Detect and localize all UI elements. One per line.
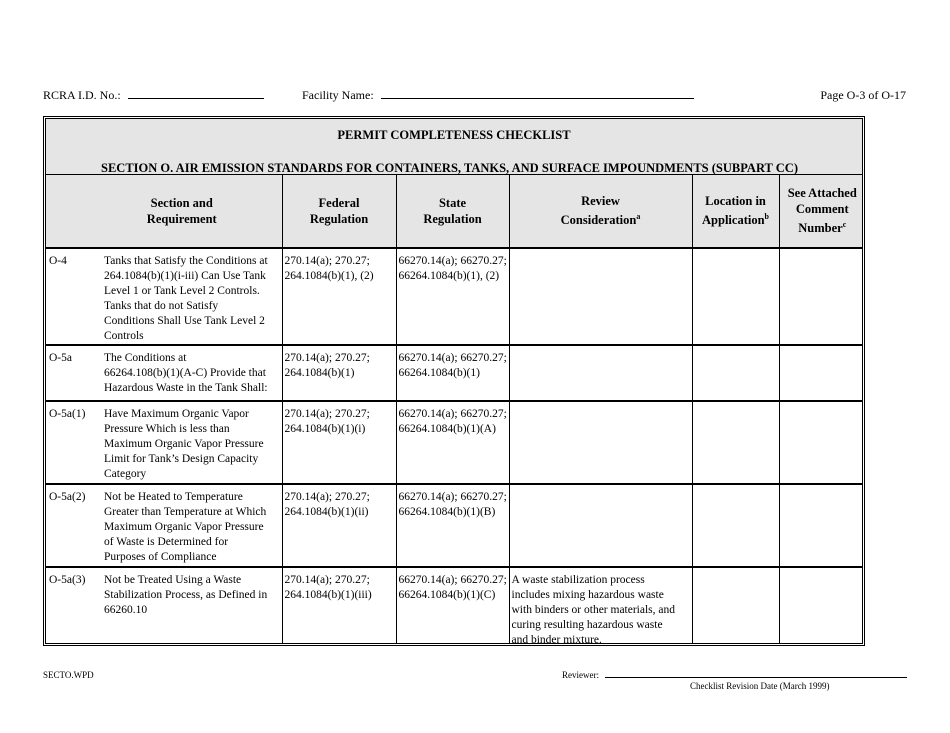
rcra-id-blank [128,88,264,99]
section-title: SECTION O. AIR EMISSION STANDARDS FOR CONTAINERS, TANKS, AND SURFACE IMPOUNDMENTS (SUBPART CC) [101,161,798,175]
reviewer-field [562,670,907,680]
requirement-line: Tanks that do not Satisfy [104,300,219,312]
location-in-application-cell[interactable] [692,401,779,484]
requirement-line: The Conditions at [104,352,187,364]
federal-regulation-cell-line: 270.14(a); 270.27; [284,574,370,586]
requirement-line: Maximum Organic Vapor Pressure [104,438,264,450]
federal-regulation-cell-line: 270.14(a); 270.27; [284,408,370,420]
state-regulation-cell-line: 66270.14(a); 66270.27; [398,255,507,267]
state-regulation-cell-line: 66270.14(a); 66270.27; [398,408,507,420]
requirement-line: 66260.10 [104,604,148,616]
requirement-line: Hazardous Waste in the Tank Shall: [104,382,268,394]
requirement-line: Tanks that Satisfy the Conditions at [104,255,268,267]
requirement-number: O-5a(3) [49,574,86,586]
section-requirement-cell [46,401,282,484]
federal-regulation-cell [282,484,396,567]
reviewer-label: Reviewer: [562,670,599,680]
col-header-state: State Regulation [396,175,509,248]
federal-regulation-cell [282,401,396,484]
federal-regulation-cell [282,248,396,345]
requirement-line: Have Maximum Organic Vapor [104,408,249,420]
col-header-review: Review Consideration$^a$ [509,175,692,248]
state-regulation-cell [396,345,509,401]
state-regulation-cell-line: 66270.14(a); 66270.27; [398,574,507,586]
requirement-line: Pressure Which is less than [104,423,230,435]
table-row [46,567,865,646]
requirement-line: Limit for Tank’s Design Capacity [104,453,259,465]
requirement-line: Level 1 or Tank Level 2 Controls. [104,285,260,297]
comment-number-cell[interactable] [779,484,865,567]
facility-name-field [302,88,694,103]
state-regulation-cell-line: 66270.14(a); 66270.27; [398,352,507,364]
requirement-line: 264.1084(b)(1)(i-iii) Can Use Tank [104,270,266,282]
requirement-line: Greater than Temperature at Which [104,506,267,518]
requirement-number: O-5a(2) [49,491,86,503]
requirement-number: O-5a(1) [49,408,86,420]
location-in-application-cell[interactable] [692,345,779,401]
state-regulation-cell-line: 66264.1084(b)(1)(B) [398,506,496,518]
requirement-line: of Waste is Determined for [104,536,229,548]
federal-regulation-cell-line: 264.1084(b)(1)(iii) [284,589,372,601]
table-row [46,248,865,345]
requirement-line: Not be Treated Using a Waste [104,574,242,586]
location-in-application-cell[interactable] [692,484,779,567]
requirement-text [104,254,268,344]
review-consideration-cell-line: with binders or other materials, and [511,604,676,616]
section-requirement-cell [46,345,282,401]
review-consideration-cell-line: and binder mixture. [511,634,602,646]
review-consideration-cell [509,401,692,484]
requirement-text [104,573,267,618]
state-regulation-cell-line: 66264.1084(b)(1) [398,367,480,379]
section-requirement-cell [46,248,282,345]
state-regulation-cell-line: 66264.1084(b)(1)(C) [398,589,496,601]
comment-number-cell[interactable] [779,345,865,401]
checklist-table-frame [43,116,865,646]
requirement-line: Stabilization Process, as Defined in [104,589,268,601]
checklist-table [46,175,865,646]
requirement-line: Category [104,468,147,480]
rcra-id-field [43,88,264,103]
location-in-application-cell[interactable] [692,248,779,345]
revision-date: Checklist Revision Date (March 1999) [690,681,830,691]
state-regulation-cell [396,567,509,646]
state-regulation-cell [396,484,509,567]
checklist-banner [46,119,862,175]
col-header-federal: Federal Regulation [282,175,396,248]
rcra-id-label: RCRA I.D. No.: [43,88,121,102]
federal-regulation-cell-line: 264.1084(b)(1)(ii) [284,506,369,518]
page-number: Page O-3 of O-17 [820,88,906,102]
state-regulation-cell [396,248,509,345]
requirement-text [104,407,264,482]
col-header-section: Section and Requirement [46,175,282,248]
federal-regulation-cell-line: 270.14(a); 270.27; [284,491,370,503]
federal-regulation-cell [282,345,396,401]
checklist-title: PERMIT COMPLETENESS CHECKLIST [337,128,571,142]
review-consideration-cell [509,345,692,401]
requirement-line: Purposes of Compliance [104,551,217,563]
federal-regulation-cell-line: 264.1084(b)(1)(i) [284,423,366,435]
location-in-application-cell[interactable] [692,567,779,646]
state-regulation-cell [396,401,509,484]
review-consideration-cell [509,484,692,567]
comment-number-cell[interactable] [779,401,865,484]
review-consideration-cell-line: A waste stabilization process [511,574,645,586]
requirement-line: Not be Heated to Temperature [104,491,243,503]
table-header-row [46,175,865,248]
federal-regulation-cell-line: 264.1084(b)(1) [284,367,355,379]
col-header-location: Location in Application$^b$ [692,175,779,248]
file-name: SECTO.WPD [43,670,94,680]
col-header-comment: See Attached Comment Number$^c$ [779,175,865,248]
requirement-text [104,490,266,565]
requirement-line: Controls [104,330,144,342]
section-requirement-cell [46,567,282,646]
requirement-text [104,351,268,396]
table-row [46,345,865,401]
state-regulation-cell-line: 66264.1084(b)(1), (2) [398,270,500,282]
requirement-number: O-5a [49,352,72,364]
state-regulation-cell-line: 66264.1084(b)(1)(A) [398,423,496,435]
federal-regulation-cell-line: 270.14(a); 270.27; [284,352,370,364]
state-regulation-cell-line: 66270.14(a); 66270.27; [398,491,507,503]
review-consideration-cell-line: curing resulting hazardous waste [511,619,663,631]
review-consideration-cell [509,567,692,646]
facility-name-label: Facility Name: [302,88,374,102]
requirement-number: O-4 [49,255,67,267]
requirement-line: 66264.108(b)(1)(A-C) Provide that [104,367,266,379]
facility-name-blank [381,88,694,99]
federal-regulation-cell [282,567,396,646]
comment-number-cell[interactable] [779,567,865,646]
table-row [46,401,865,484]
review-consideration-cell-line: includes mixing hazardous waste [511,589,664,601]
requirement-line: Maximum Organic Vapor Pressure [104,521,264,533]
federal-regulation-cell-line: 270.14(a); 270.27; [284,255,370,267]
review-consideration-cell [509,248,692,345]
comment-number-cell[interactable] [779,248,865,345]
section-requirement-cell [46,484,282,567]
table-row [46,484,865,567]
reviewer-blank [605,671,907,678]
federal-regulation-cell-line: 264.1084(b)(1), (2) [284,270,374,282]
requirement-line: Conditions Shall Use Tank Level 2 [104,315,265,327]
